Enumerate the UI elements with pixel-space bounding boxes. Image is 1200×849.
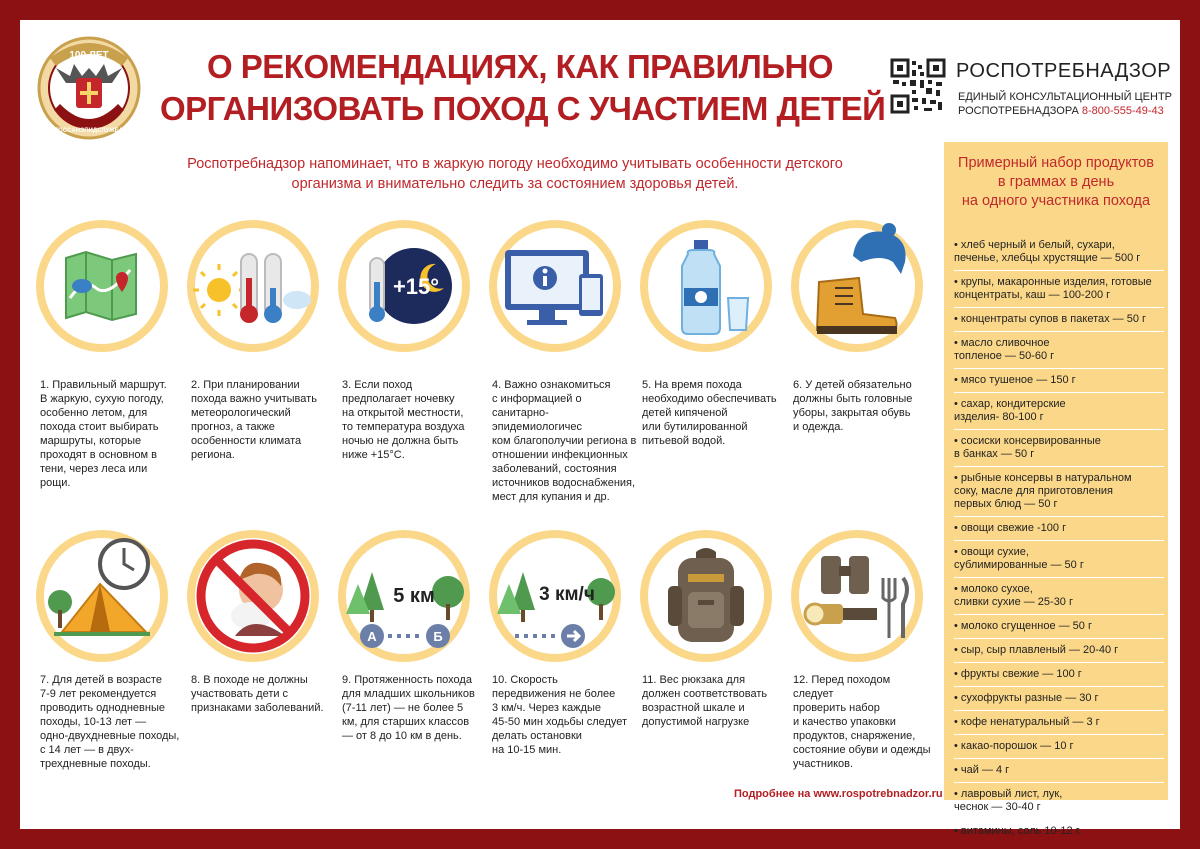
- list-item: • концентраты супов в пакетах — 50 г: [954, 307, 1164, 331]
- tip-5-line: 5. На время похода: [642, 379, 742, 391]
- tip-2-text: [191, 378, 331, 462]
- tip-9-line: (7-11 лет) — не более 5: [342, 702, 464, 714]
- consult-center-line-2: РОСПОТРЕБНАДЗОРА: [958, 105, 1079, 117]
- tip-12-line: продуктов, снаряжение,: [793, 730, 916, 742]
- list-item: • сыр, сыр плавленый — 20-40 г: [954, 638, 1164, 662]
- list-item: • молоко сгущенное — 50 г: [954, 614, 1164, 638]
- tip-3-line: 3. Если поход: [342, 379, 413, 391]
- products-title-line: в граммах в день: [997, 174, 1115, 190]
- tip-2-line: особенности климата: [191, 435, 302, 447]
- speed-icon: [487, 528, 623, 664]
- list-item: • хлеб черный и белый, сухари, печенье, хлебцы хрустящие — 500 г: [954, 239, 1141, 264]
- list-item: • кофе ненатуральный — 3 г: [954, 710, 1164, 734]
- list-item: • сосиски консервированные в банках — 50 г: [954, 429, 1164, 466]
- tip-4-line: мест для купания и др.: [492, 491, 610, 503]
- consult-center-line-1: ЕДИНЫЙ КОНСУЛЬТАЦИОННЫЙ ЦЕНТР: [958, 91, 1173, 103]
- tip-1-line: маршруты, которые: [40, 435, 142, 447]
- gossanepid-emblem-icon: [36, 28, 142, 146]
- tip-10-line: делать остановки: [492, 730, 582, 742]
- org-name: РОСПОТРЕБНАДЗОР: [956, 60, 1172, 82]
- list-item: • сахар, кондитерские изделия- 80-100 г: [954, 392, 1164, 429]
- title-line-1: О РЕКОМЕНДАЦИЯХ, КАК ПРАВИЛЬНО: [206, 48, 834, 85]
- tip-1-line: особенно летом, для: [40, 407, 148, 419]
- tip-4-line: заболеваний, состояния: [492, 463, 617, 475]
- list-item: • овощи сухие, сублимированные — 50 г: [954, 540, 1164, 577]
- tip-7-line: 7-9 лет рекомендуется: [40, 688, 157, 700]
- map-icon: [34, 218, 170, 354]
- night-temperature-icon: [336, 218, 472, 354]
- tip-9-line: км, для старших классов: [342, 716, 470, 728]
- tip-4-line: с информацией о: [492, 393, 582, 405]
- tip-1-line: В жаркую, сухую погоду,: [40, 393, 164, 405]
- tip-11-line: должен соответствовать: [642, 688, 768, 700]
- tip-11-line: 11. Вес рюкзака для: [642, 674, 746, 686]
- tip-1-line: 1. Правильный маршрут.: [40, 379, 167, 391]
- list-item: • мясо тушеное — 150 г: [954, 368, 1164, 392]
- products-panel-title: [944, 154, 1168, 211]
- tip-6-line: должны быть головные: [793, 393, 913, 405]
- distance-icon: [336, 528, 472, 664]
- tip-4-line: отношении инфекционных: [492, 449, 628, 461]
- intro-text: [165, 154, 865, 194]
- tip-7-line: 7. Для детей в возрасте: [40, 674, 162, 686]
- tip-8-line: 8. В походе не должны: [191, 674, 308, 686]
- tip-11-text: [642, 673, 782, 729]
- tip-9-line: для младших школьников: [342, 688, 475, 700]
- tip-1-line: проходят в основном в: [40, 449, 157, 461]
- products-title-line: на одного участника похода: [961, 193, 1151, 209]
- backpack-icon: [638, 528, 774, 664]
- tip-2-line: прогноз, а также: [191, 421, 275, 433]
- tip-3-line: ночью не должна быть: [342, 435, 459, 447]
- page-title: [160, 46, 886, 130]
- tip-12-line: участников.: [793, 758, 854, 770]
- tip-1-text: [40, 378, 180, 490]
- products-title-line: Примерный набор продуктов: [958, 155, 1154, 171]
- thermometer-weather-icon: [185, 218, 321, 354]
- tip-5-line: необходимо обеспечивать: [642, 393, 777, 405]
- point-a-label: А: [367, 629, 377, 644]
- consult-center: [958, 90, 1172, 118]
- tip-7-line: с 14 лет — в двух-: [40, 744, 134, 756]
- list-item: • крупы, макаронные изделия, готовые концентраты, каш — 100-200 г: [954, 270, 1164, 307]
- list-item: • какао-порошок — 10 г: [954, 734, 1164, 758]
- tip-10-line: 45-50 мин ходьбы следует: [492, 716, 628, 728]
- water-bottle-icon: [638, 218, 774, 354]
- tip-10-line: 3 км/ч. Через каждые: [492, 702, 601, 714]
- tip-1-line: похода стоит выбирать: [40, 421, 159, 433]
- tip-8-text: [191, 673, 331, 715]
- list-item: • чай — 4 г: [954, 758, 1164, 782]
- tip-10-text: [492, 673, 632, 757]
- tip-12-line: состояние обуви и одежды: [793, 744, 931, 756]
- list-item: • фрукты свежие — 100 г: [954, 662, 1164, 686]
- intro-line-2: организма и внимательно следить за состоянием здоровья детей.: [291, 176, 739, 192]
- tip-10-line: на 10-15 мин.: [492, 744, 562, 756]
- tip-11-line: возрастной шкале и: [642, 702, 745, 714]
- title-line-2: ОРГАНИЗОВАТЬ ПОХОД С УЧАСТИЕМ ДЕТЕЙ: [160, 90, 886, 127]
- tip-12-text: [793, 673, 933, 771]
- qr-code-icon[interactable]: [890, 58, 946, 114]
- emblem-top-text: 100 ЛЕТ: [69, 50, 109, 61]
- tip-6-line: уборы, закрытая обувь: [793, 407, 911, 419]
- tip-5-text: [642, 378, 782, 448]
- tip-2-line: похода важно учитывать: [191, 393, 317, 405]
- poster: [20, 20, 1180, 837]
- tip-6-text: [793, 378, 933, 434]
- tip-7-text: [40, 673, 180, 771]
- tip-3-text: [342, 378, 482, 462]
- hat-boot-icon: [789, 218, 925, 354]
- list-item: • рыбные консервы в натуральном соку, масле для приготовления первых блюд — 50 г: [954, 466, 1164, 516]
- tip-12-line: проверить набор: [793, 702, 880, 714]
- hotline-phone[interactable]: 8-800-555-49-43: [1081, 105, 1164, 117]
- point-b-label: Б: [433, 629, 443, 644]
- info-monitor-icon: [487, 218, 623, 354]
- tip-10-line: передвижения не более: [492, 688, 616, 700]
- tip-10-line: 10. Скорость: [492, 674, 558, 686]
- tip-7-line: одно-двухдневные походы,: [40, 730, 180, 742]
- equipment-icon: [789, 528, 925, 664]
- footer-more-info: [734, 788, 943, 800]
- tip-3-line: предполагает ночевку: [342, 393, 455, 405]
- intro-line-1: Роспотребнадзор напоминает, что в жаркую погоду необходимо учитывать особенности детского: [187, 156, 843, 172]
- list-item: • лавровый лист, лук, чеснок — 30-40 г: [954, 782, 1164, 819]
- tip-7-line: походы, 10-13 лет —: [40, 716, 147, 728]
- tip-3-line: ниже +15°С.: [342, 449, 405, 461]
- tip-9-line: — от 8 до 10 км в день.: [342, 730, 462, 742]
- tip-3-line: то температура воздуха: [342, 421, 465, 433]
- tip-5-line: или бутилированной: [642, 421, 748, 433]
- tip-4-line: 4. Важно ознакомиться: [492, 379, 611, 391]
- emblem-bottom-text: ГОССАНЭПИДСЛУЖБА: [54, 128, 124, 134]
- tip-12-line: и качество упаковки: [793, 716, 896, 728]
- no-sick-child-icon: [185, 528, 321, 664]
- list-item: • сухофрукты разные — 30 г: [954, 686, 1164, 710]
- tip-2-line: метеорологический: [191, 407, 291, 419]
- tip-12-line: 12. Перед походом следует: [793, 674, 891, 700]
- tip-4-line: санитарно-эпидемиологичес: [492, 407, 582, 433]
- night-temp-badge: +15°: [392, 274, 440, 299]
- tip-6-line: и одежда.: [793, 421, 844, 433]
- tent-clock-icon: [34, 528, 170, 664]
- speed-badge: 3 км/ч: [539, 584, 595, 605]
- tip-8-line: признаками заболеваний.: [191, 702, 324, 714]
- tip-2-line: 2. При планировании: [191, 379, 300, 391]
- tip-9-text: [342, 673, 482, 743]
- website-link[interactable]: www.rospotrebnadzor.ru: [813, 788, 943, 800]
- products-panel: [944, 142, 1168, 837]
- tip-7-line: трехдневные походы.: [40, 758, 151, 770]
- tip-7-line: проводить однодневные: [40, 702, 165, 714]
- tip-4-line: ком благополучии региона в: [492, 435, 637, 447]
- tip-4-text: [492, 378, 637, 504]
- footer-prefix: Подробнее на: [734, 788, 811, 800]
- list-item: • витамины, соль 10-12 г.: [954, 819, 1164, 843]
- list-item: • овощи свежие -100 г: [954, 516, 1164, 540]
- tip-6-line: 6. У детей обязательно: [793, 379, 912, 391]
- tip-1-line: тени, через леса или рощи.: [40, 463, 148, 489]
- tip-5-line: детей кипяченой: [642, 407, 728, 419]
- tip-2-line: региона.: [191, 449, 235, 461]
- tip-11-line: допустимой нагрузке: [642, 716, 750, 728]
- tip-4-line: источников водоснабжения,: [492, 477, 636, 489]
- tip-5-line: питьевой водой.: [642, 435, 726, 447]
- distance-badge: 5 км: [393, 585, 435, 607]
- tip-3-line: на открытой местности,: [342, 407, 464, 419]
- tip-9-line: 9. Протяженность похода: [342, 674, 472, 686]
- products-list: [954, 234, 1164, 843]
- list-item: • молоко сухое, сливки сухие — 25-30 г: [954, 577, 1164, 614]
- list-item: • масло сливочное топленое — 50-60 г: [954, 331, 1164, 368]
- tip-8-line: участвовать дети с: [191, 688, 289, 700]
